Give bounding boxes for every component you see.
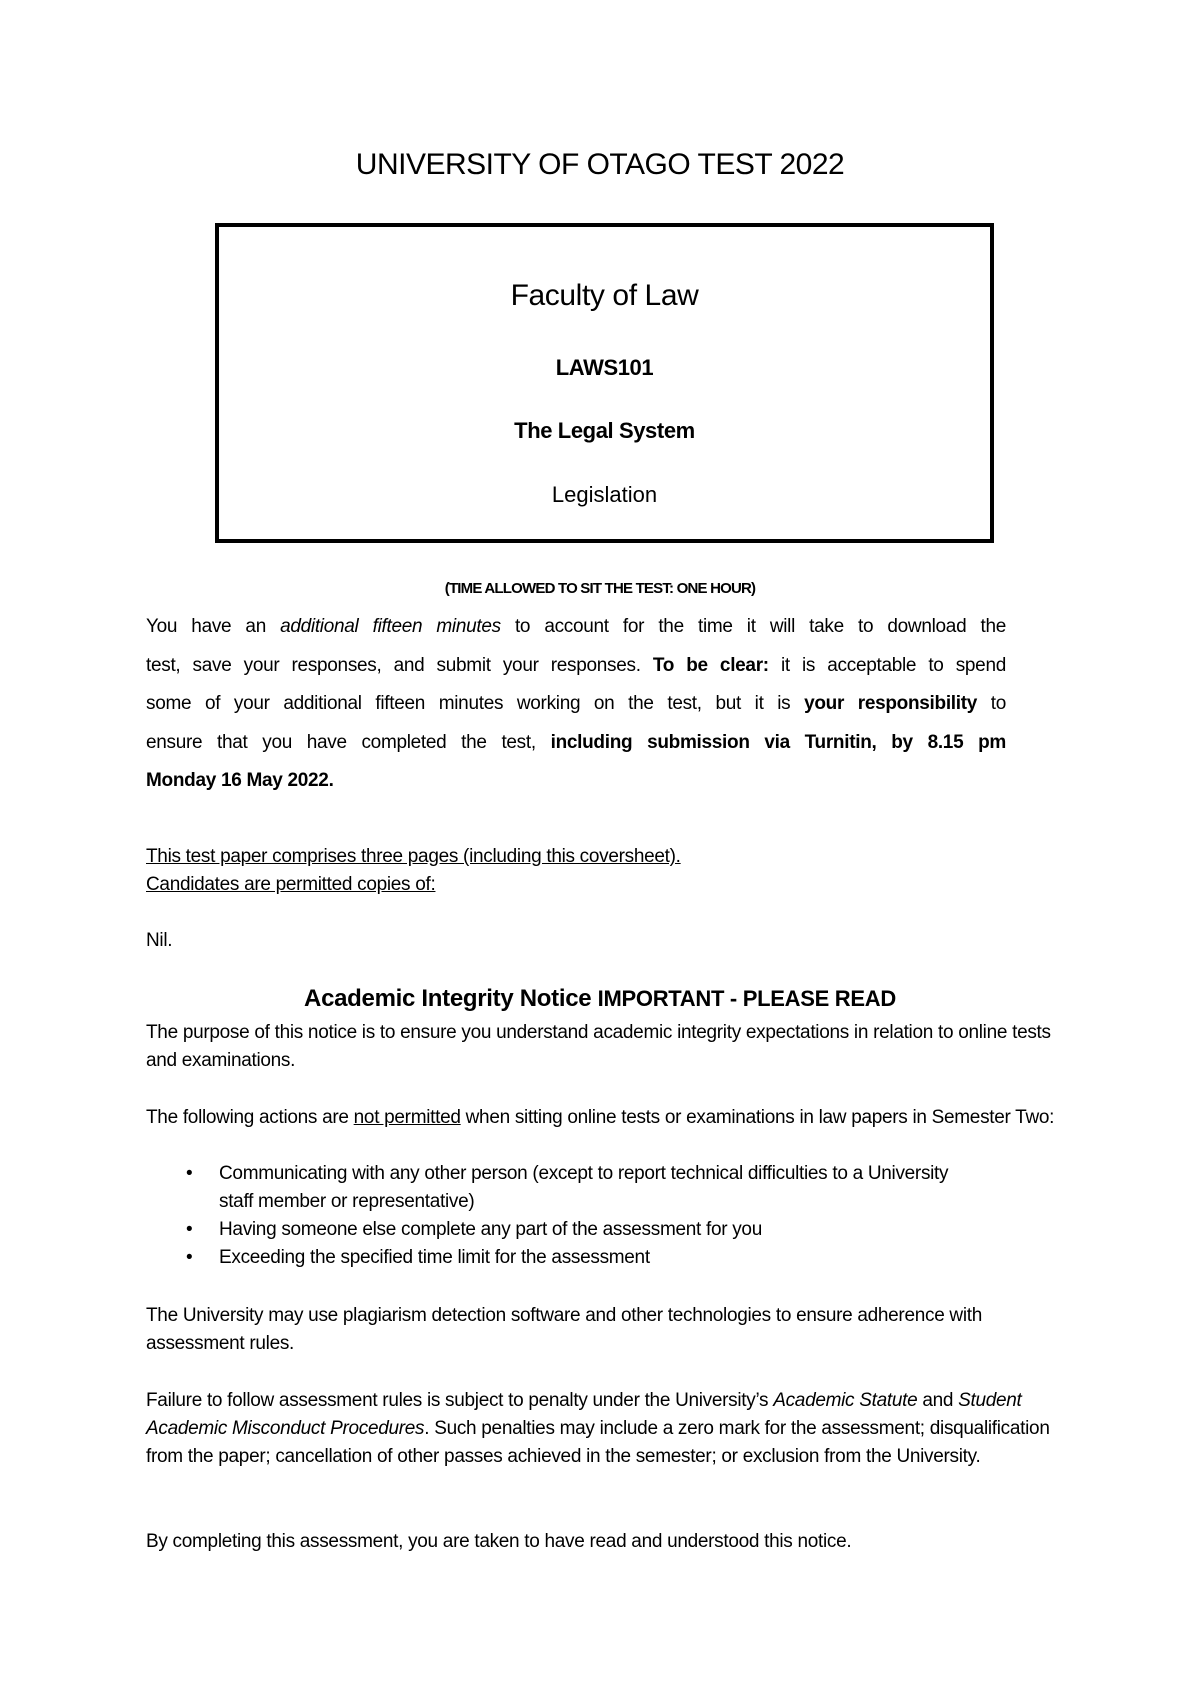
page-title: UNIVERSITY OF OTAGO TEST 2022 xyxy=(355,148,845,181)
academic-integrity-heading xyxy=(0,985,1200,1013)
additional-time-paragraph xyxy=(146,608,1006,801)
intro-line xyxy=(146,762,1006,801)
misconduct-procedures-text: Student Academic Misconduct Procedures xyxy=(146,1390,1022,1439)
intro-line xyxy=(146,685,1006,724)
intro-italic-text: additional fifteen minutes xyxy=(280,616,501,637)
intro-bold-text: Monday 16 May 2022. xyxy=(146,770,334,791)
intro-text: You have an xyxy=(146,616,281,637)
intro-line xyxy=(146,608,1006,647)
list-item xyxy=(146,1244,1006,1272)
notice-purpose: The purpose of this notice is to ensure you understand academic integrity expectations in relation to online tests and examinations. xyxy=(146,1022,1051,1071)
detection-software-paragraph: The University may use plagiarism detection software and other technologies to ensure adherence with assessment rules. xyxy=(146,1305,983,1354)
bullet-icon: • xyxy=(186,1163,193,1184)
not-permitted-list xyxy=(146,1160,1006,1272)
time-allowed-notice: (TIME ALLOWED TO SIT THE TEST: ONE HOUR) xyxy=(444,580,756,597)
test-topic: Legislation xyxy=(551,482,658,507)
bullet-icon: • xyxy=(186,1219,193,1240)
intro-text: test, save your responses, and submit your responses. xyxy=(146,654,653,676)
notice-text: . Such penalties may include a zero mark for the assessment; disqualification from the paper; cancellation of other passes achieved in the semester; or exclusion from the University. xyxy=(146,1418,1050,1467)
penalty-paragraph xyxy=(146,1387,1051,1471)
paper-name: The Legal System xyxy=(514,418,695,443)
intro-text: to account for the time it will take to download the xyxy=(500,616,1006,637)
academic-statute-text: Academic Statute xyxy=(773,1390,918,1411)
bullet-icon: • xyxy=(186,1247,193,1268)
paper-code: LAWS101 xyxy=(555,355,654,380)
permitted-statement: Candidates are permitted copies of: xyxy=(146,874,436,895)
intro-line xyxy=(146,724,1006,763)
not-permitted-intro xyxy=(146,1104,1076,1132)
notice-text: Failure to follow assessment rules is subject to penalty under the University’s xyxy=(146,1390,774,1411)
list-item-text: Exceeding the specified time limit for the assessment xyxy=(219,1247,650,1268)
closing-statement: By completing this assessment, you are taken to have read and understood this notice. xyxy=(146,1531,852,1552)
intro-bold-text: your responsibility xyxy=(804,693,978,714)
cover-details-box xyxy=(215,223,994,543)
intro-text: ensure that you have completed the test, xyxy=(146,731,551,753)
intro-line xyxy=(146,647,1006,686)
list-item xyxy=(146,1160,1006,1216)
intro-text: to xyxy=(977,693,1007,714)
intro-text: some of your additional fifteen minutes working on the test, but it is xyxy=(146,693,805,714)
notice-heading-text: Academic Integrity Notice xyxy=(304,985,598,1012)
notice-text: and xyxy=(917,1390,959,1411)
list-item-text: Communicating with any other person (except to report technical difficulties to a University staff member or representative) xyxy=(219,1163,949,1212)
intro-bold-text: including submission via Turnitin, by 8.15 pm xyxy=(550,731,1006,753)
intro-bold-text: To be clear: xyxy=(652,654,769,676)
list-item-text: Having someone else complete any part of the assessment for you xyxy=(219,1219,762,1240)
faculty-name: Faculty of Law xyxy=(510,279,699,312)
not-permitted-text: not permitted xyxy=(353,1107,461,1128)
notice-text: The following actions are xyxy=(146,1107,354,1128)
notice-heading-important: IMPORTANT - PLEASE READ xyxy=(597,986,896,1011)
list-item xyxy=(146,1216,1006,1244)
permitted-value: Nil. xyxy=(146,930,173,951)
pages-statement: This test paper comprises three pages (including this coversheet). xyxy=(146,846,681,867)
paper-info xyxy=(146,843,1006,955)
notice-text: when sitting online tests or examinations in law papers in Semester Two: xyxy=(460,1107,1055,1128)
intro-text: it is acceptable to spend xyxy=(768,654,1006,676)
